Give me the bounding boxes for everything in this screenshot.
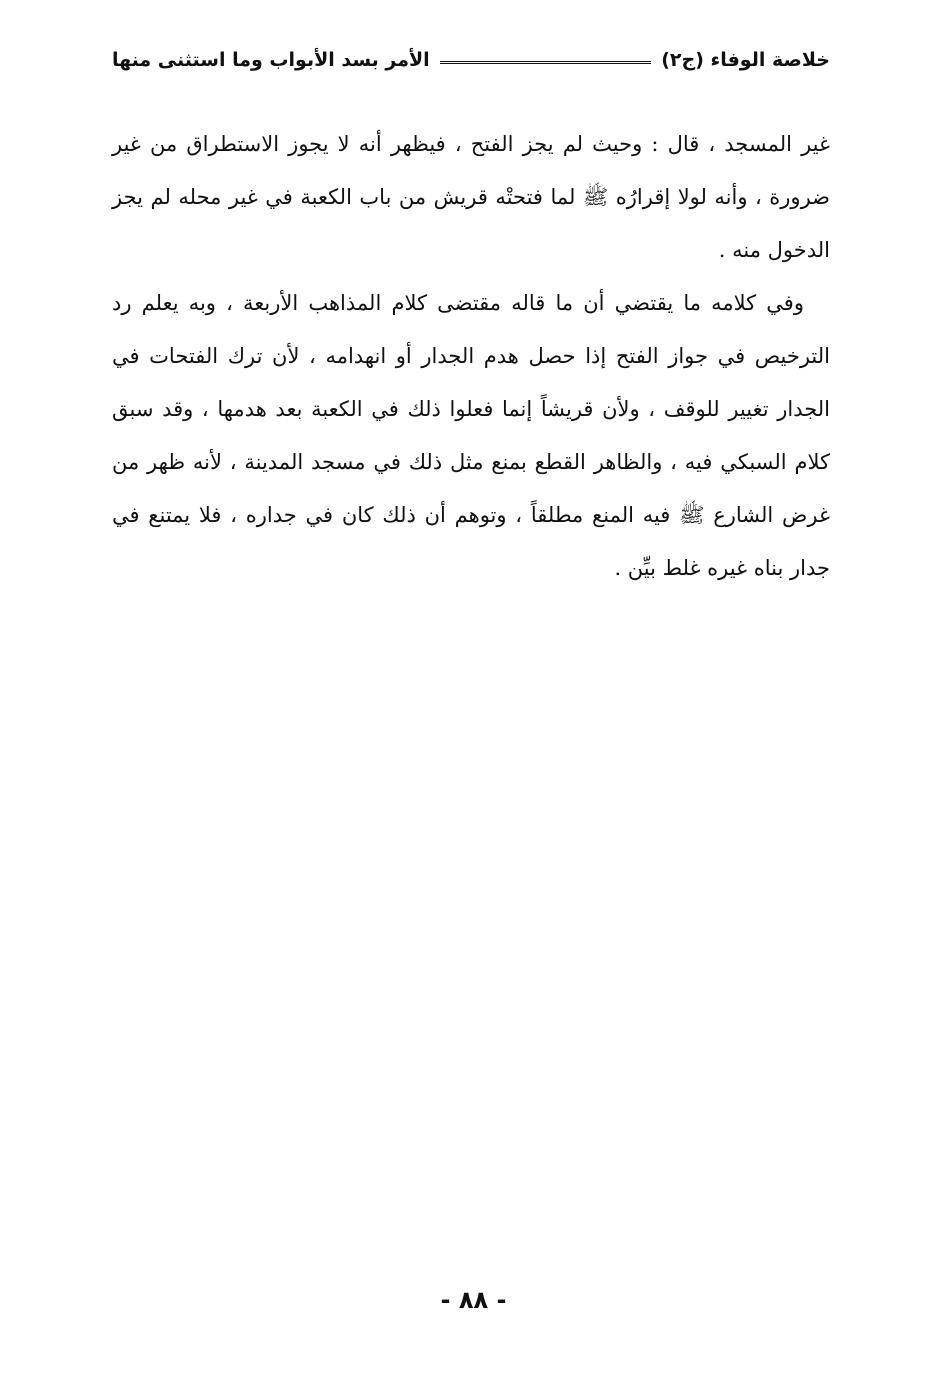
book-title: خلاصة الوفاء (ج٢) bbox=[661, 49, 830, 71]
header-rule bbox=[440, 61, 652, 64]
chapter-title: الأمر بسد الأبواب وما استثنى منها bbox=[112, 49, 430, 71]
body-text bbox=[112, 118, 830, 595]
paragraph-1: غير المسجد ، قال : وحيث لم يجز الفتح ، فيظهر أنه لا يجوز الاستطراق من غير ضرورة ، وأنه لولا إقرارُه ﷺ لما فتحتْه قريش من باب الكعبة في غير محله لم يجز الدخول منه . bbox=[112, 132, 830, 262]
running-header bbox=[112, 42, 830, 78]
paragraph-2: وفي كلامه ما يقتضي أن ما قاله مقتضى كلام المذاهب الأربعة ، وبه يعلم رد الترخيص في جواز الفتح إذا حصل هدم الجدار أو انهدامه ، لأن ترك الفتحات في الجدار تغيير للوقف ، ولأن قريشاً إنما فعلوا ذلك في الكعبة بعد هدمها ، وقد سبق كلام السبكي فيه ، والظاهر القطع بمنع مثل ذلك في مسجد المدينة ، لأنه ظهر من غرض الشارع ﷺ فيه المنع مطلقاً ، وتوهم أن ذلك كان في جداره ، فلا يمتنع في جدار بناه غيره غلط بيِّن . bbox=[112, 291, 830, 580]
page-number: - ٨٨ - bbox=[440, 1286, 507, 1314]
